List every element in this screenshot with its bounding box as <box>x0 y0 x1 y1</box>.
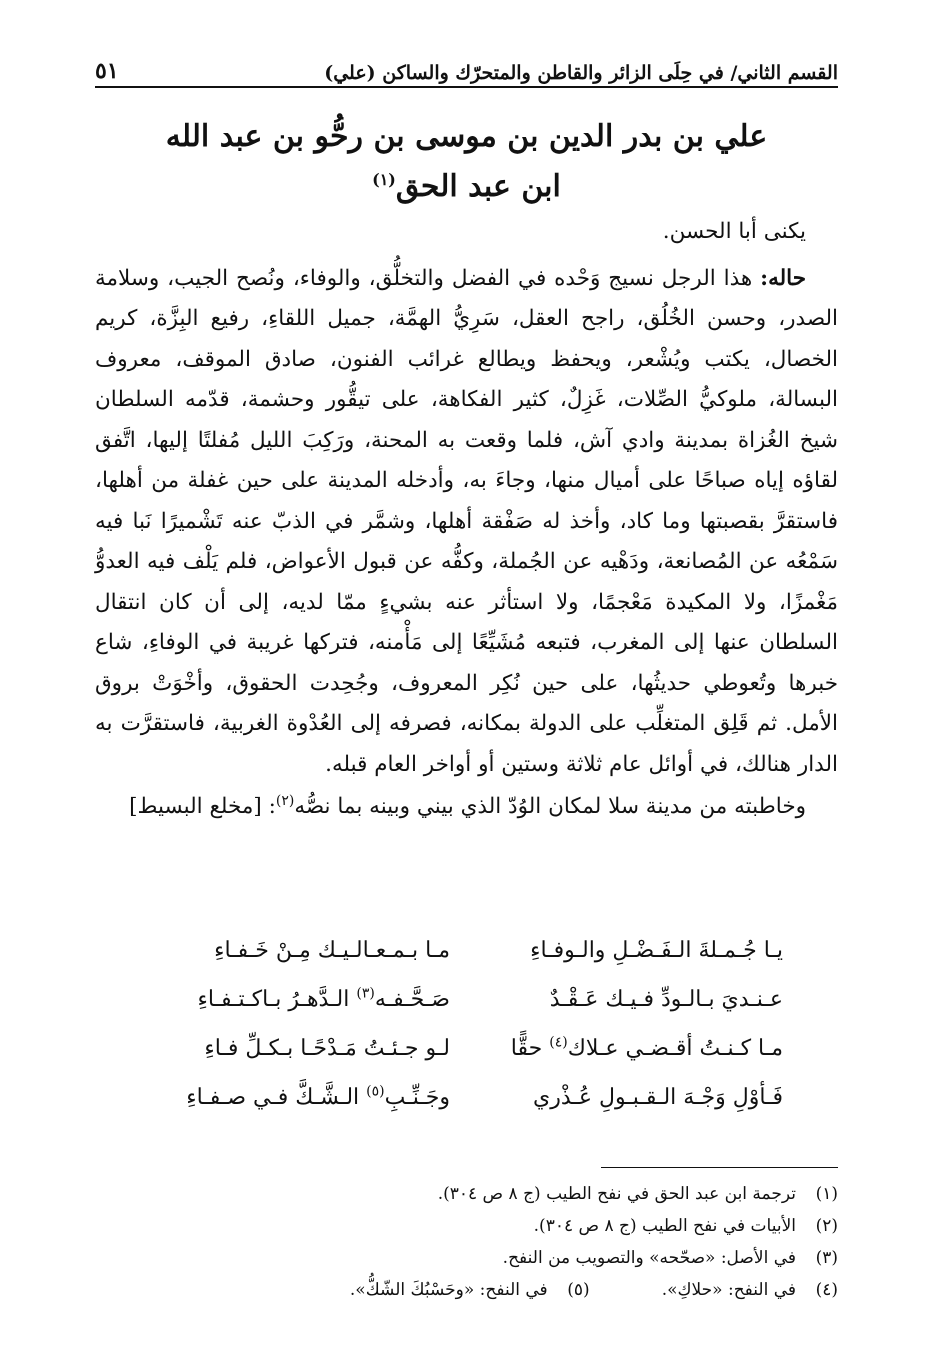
verse-text: صَـحَّـفـه <box>374 987 450 1012</box>
verse-first-hemistich: يـا جُـمـلةَ الـفَـضْـلِ والـوفـاءِ <box>530 938 783 963</box>
entry-title <box>95 112 838 212</box>
footnote-number: (٣) <box>815 1248 838 1268</box>
verse-line <box>150 926 783 975</box>
body-text <box>95 212 838 828</box>
footnote-ref-3: (٣) <box>356 985 375 1002</box>
page-number: ٥١ <box>95 58 119 84</box>
footnote <box>95 1242 838 1274</box>
hal-lead: حاله: <box>760 265 806 291</box>
verse-text: الـشَّـكَّ فـي صـفـاءِ <box>186 1085 367 1110</box>
footnote-text: في النفح: «وحَسْبُكَ الشّكُّ». <box>349 1280 548 1300</box>
footnote-row <box>95 1274 838 1306</box>
verse-first-hemistich: فَـأوْلِ وَجْـهَ الـقـبـولِ عُـذْري <box>533 1085 783 1110</box>
letter-meter: : [مخلع البسيط] <box>129 794 276 819</box>
header-rule <box>95 86 838 88</box>
paragraph-hal <box>95 259 838 786</box>
footnote <box>95 1178 838 1210</box>
footnote-number: (٢) <box>815 1216 838 1236</box>
footnotes <box>95 1178 838 1306</box>
verse-text: حقًّا <box>510 1036 550 1061</box>
footnote-ref-5: (٥) <box>366 1083 385 1100</box>
verse-line <box>150 975 783 1024</box>
entry-title-text-2: ابن عبد الحق <box>395 169 561 204</box>
footnote-rule <box>601 1167 838 1168</box>
footnote <box>95 1210 838 1242</box>
entry-title-line-2 <box>95 162 838 212</box>
footnote-text: الأبيات في نفح الطيب (ج ٨ ص ٣٠٤). <box>533 1216 796 1236</box>
entry-title-line-1: علي بن بدر الدين بن موسى بن رحُّو بن عبد الله <box>165 119 768 154</box>
footnote-text: ترجمة ابن عبد الحق في نفح الطيب (ج ٨ ص ٣٠٤). <box>437 1184 796 1204</box>
verse-first-hemistich: عـنـديَ بـالـودِّ فـيـك عَـقْـدٌ <box>549 987 783 1012</box>
footnote-text: في النفح: «حلاكِ». <box>661 1280 796 1300</box>
footnote-ref-1: (١) <box>372 170 396 189</box>
verse-second-hemistich: لـو جـئـتُ مَـدْحًـا بـكـلِّ فـاءِ <box>204 1036 450 1061</box>
footnote-text: في الأصل: «صحّحه» والتصويب من النفح. <box>502 1248 796 1268</box>
footnote-number: (٥) <box>567 1280 590 1300</box>
verse-text: وجَـنِّـبِ <box>384 1085 450 1110</box>
footnote <box>662 1274 838 1306</box>
letter-text: وخاطبته من مدينة سلا لمكان الوُدّ الذي بيني وبينه بما نصُّه <box>294 794 806 819</box>
kunya-line: يكنى أبا الحسن. <box>662 219 806 244</box>
footnote-ref-4: (٤) <box>549 1034 568 1051</box>
verse-line <box>150 1024 783 1073</box>
footnote-number: (١) <box>815 1184 838 1204</box>
footnote-number: (٤) <box>815 1280 838 1300</box>
poem <box>150 926 783 1122</box>
paragraph-letter <box>95 787 838 828</box>
verse-text: الـدَّهـرُ بـاكـتـفـاءِ <box>197 987 357 1012</box>
verse-second-hemistich <box>150 987 450 1012</box>
verse-second-hemistich <box>150 1085 450 1110</box>
hal-text: هذا الرجل نسيج وَحْده في الفضل والتخلُّق، والوفاء، ونُصح الجيب، وسلامة الصدر، وحسن الخُلُق، راجح العقل، سَرِيُّ الهمَّة، جميل اللقاءِ، رفيع البِزَّة، كريم الخصال، يكتب ويُشْعر، ويحفظ ويطالع غرائب الفنون، صادق الموقف، معروف البسالة، ملوكيُّ الصِّلات، غَزِلٌ، كثير الفكاهة، على تيقُّور وحشمة، قدّمه السلطان شيخ الغُزاة بمدينة وادي آش، فلما وقعت به المحنة، ورَكِبَ الليل مُفلتًا إليها، اتَّفق لقاؤه إياه صباحًا على أميال منها، وجاءَ به، وأدخله المدينة على حين غفلة من أهلها، فاستقرَّ بقصبتها وما كاد، وأخذ له صَفْقة أهلها، وشمَّر في الذبّ عنه تَشْميرًا نَبا فيه سَمْعُه عن المُصانعة، ودَهْيه عن الجُملة، وكفُّه عن قبول الأعواض، فلم يَلْف فيه العدوُّ مَغْمزًا، ولا المكيدة مَعْجمًا، ولا استأثر عنه بشيءٍ ممّا لديه، إلى أن كان انتقال السلطان عنها إلى المغرب، فتبعه مُشَيِّعًا إلى مَأْمنه، فتركها غريبة في الوفاءِ، شاع خبرها وتُعوطي حديثُها، على حين نُكِر المعروف، وجُحِدت الحقوق، وأخْوَتْ بروق الأمل. ثم قَلِق المتغلِّب على الدولة بمكانه، فصرفه إلى العُدْوة الغربية، فاستقرَّت به الدار هنالك، في أوائل عام ثلاثة وستين أو أواخر العام قبله. <box>95 265 838 777</box>
verse-line <box>150 1073 783 1122</box>
running-header <box>95 44 838 84</box>
running-title: القسم الثاني/ في حِلَى الزائر والقاطن والمتحرّك والساكن (علي) <box>324 62 838 84</box>
verse-text: مـا كـنـتُ أقـضـي عـلاك <box>567 1036 783 1061</box>
verse-first-hemistich <box>483 1036 783 1061</box>
verse-second-hemistich: مـا بـمـعـالـيـك مِـنْ خَـفـاءِ <box>214 938 450 963</box>
footnote-ref-2: (٢) <box>275 792 295 809</box>
footnote <box>350 1274 590 1306</box>
